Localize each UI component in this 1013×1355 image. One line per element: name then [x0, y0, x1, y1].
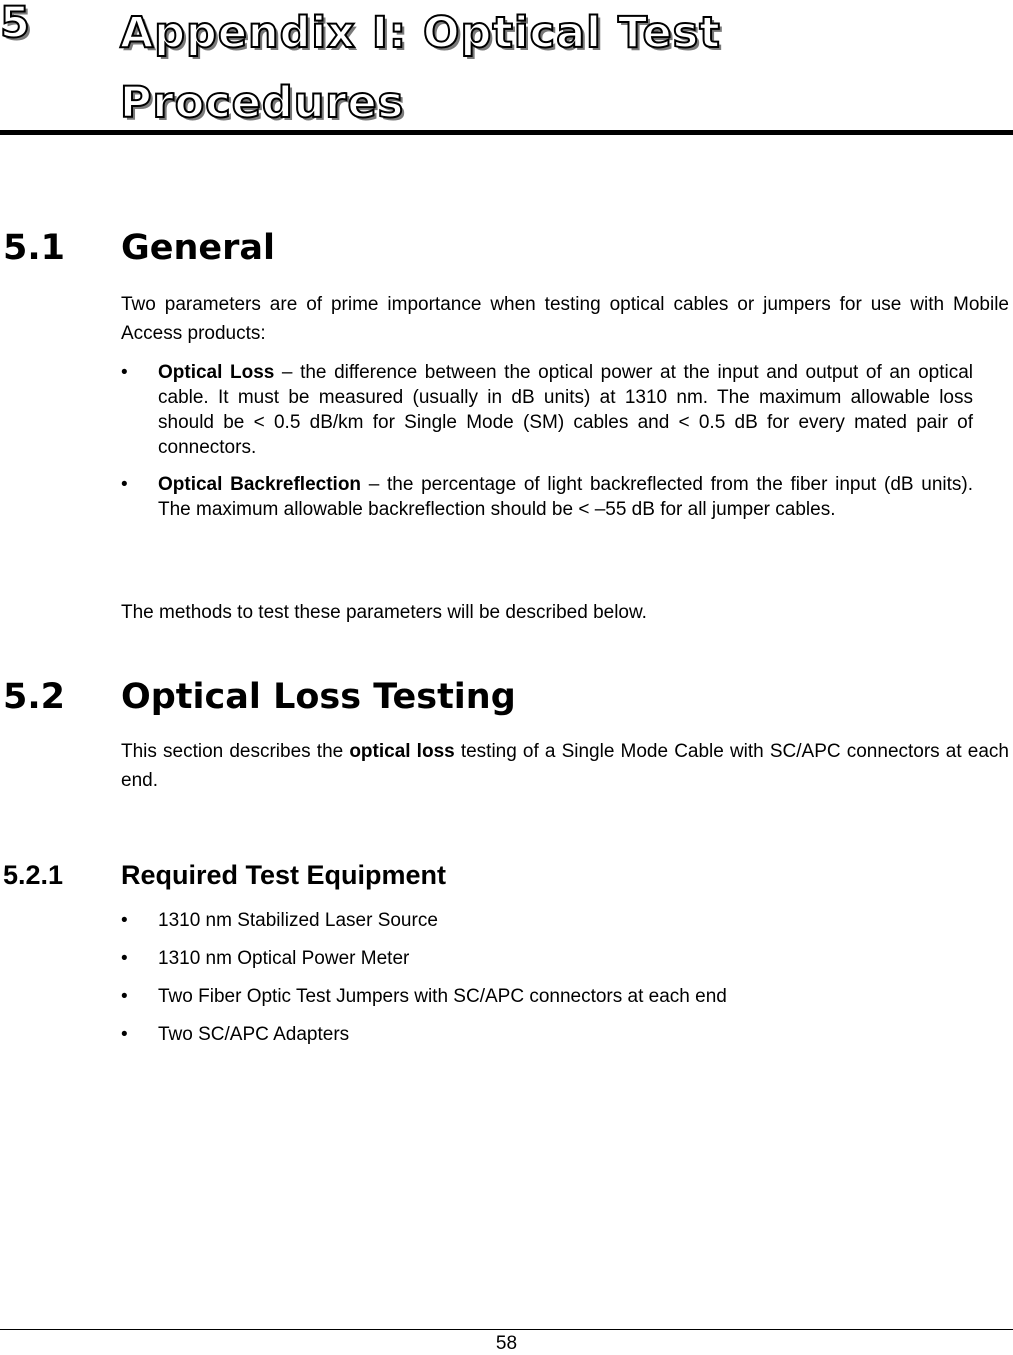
bullet-icon: •	[121, 362, 128, 383]
bullet-text: – the percentage of light backreflected from the fiber input (dB units). The maximum allowable backreflection should be < –55 dB for all jumper cables.	[158, 474, 973, 520]
list-item	[121, 984, 973, 1009]
subsection-title-equipment: Required Test Equipment	[121, 860, 447, 890]
chapter-divider	[0, 130, 1013, 135]
equipment-list	[121, 908, 973, 1047]
bullet-icon: •	[121, 910, 128, 931]
list-item	[121, 908, 973, 933]
bullet-icon: •	[121, 474, 128, 495]
bullet-term: Optical Backreflection	[158, 474, 362, 495]
chapter-title: Appendix I: Optical Test Procedures	[120, 8, 721, 128]
section-title-loss: Optical Loss Testing	[121, 677, 516, 717]
bullet-icon: •	[121, 948, 128, 969]
footer-divider	[0, 1329, 1013, 1330]
subsection-number-equipment: 5.2.1	[3, 860, 64, 890]
list-item	[121, 472, 973, 522]
section-number-general: 5.1	[3, 228, 66, 268]
equipment-item: 1310 nm Stabilized Laser Source	[158, 910, 438, 931]
equipment-item: Two Fiber Optic Test Jumpers with SC/APC connectors at each end	[158, 986, 727, 1007]
section-number-loss: 5.2	[3, 677, 66, 717]
loss-intro-emphasis: optical loss	[349, 741, 455, 762]
chapter-number: 5	[0, 0, 31, 48]
section-title-general: General	[121, 228, 275, 268]
list-item	[121, 360, 973, 460]
bullet-text: – the difference between the optical power at the input and output of an optical cable. It must be measured (usually in dB units) at 1310 nm. The maximum allowable loss should be < 0.5 dB/km for Single Mode (SM) cables and < 0.5 dB for every mated pair of connectors.	[158, 362, 973, 458]
loss-intro-paragraph	[121, 737, 1009, 795]
loss-intro-text-end: testing of a Single Mode Cable with SC/APC connectors at each end.	[121, 741, 1009, 791]
parameter-list	[121, 360, 973, 522]
loss-intro-text: This section describes the	[121, 741, 350, 762]
equipment-item: 1310 nm Optical Power Meter	[158, 948, 410, 969]
bullet-icon: •	[121, 1024, 128, 1045]
list-item	[121, 946, 973, 971]
list-item	[121, 1022, 973, 1047]
general-intro-paragraph: Two parameters are of prime importance when testing optical cables or jumpers for use with Mobile Access products:	[121, 294, 1009, 344]
page-number: 58	[495, 1333, 518, 1354]
bullet-term: Optical Loss	[158, 362, 275, 383]
general-closing-paragraph: The methods to test these parameters will be described below.	[121, 602, 647, 623]
equipment-item: Two SC/APC Adapters	[158, 1024, 350, 1045]
bullet-icon: •	[121, 986, 128, 1007]
